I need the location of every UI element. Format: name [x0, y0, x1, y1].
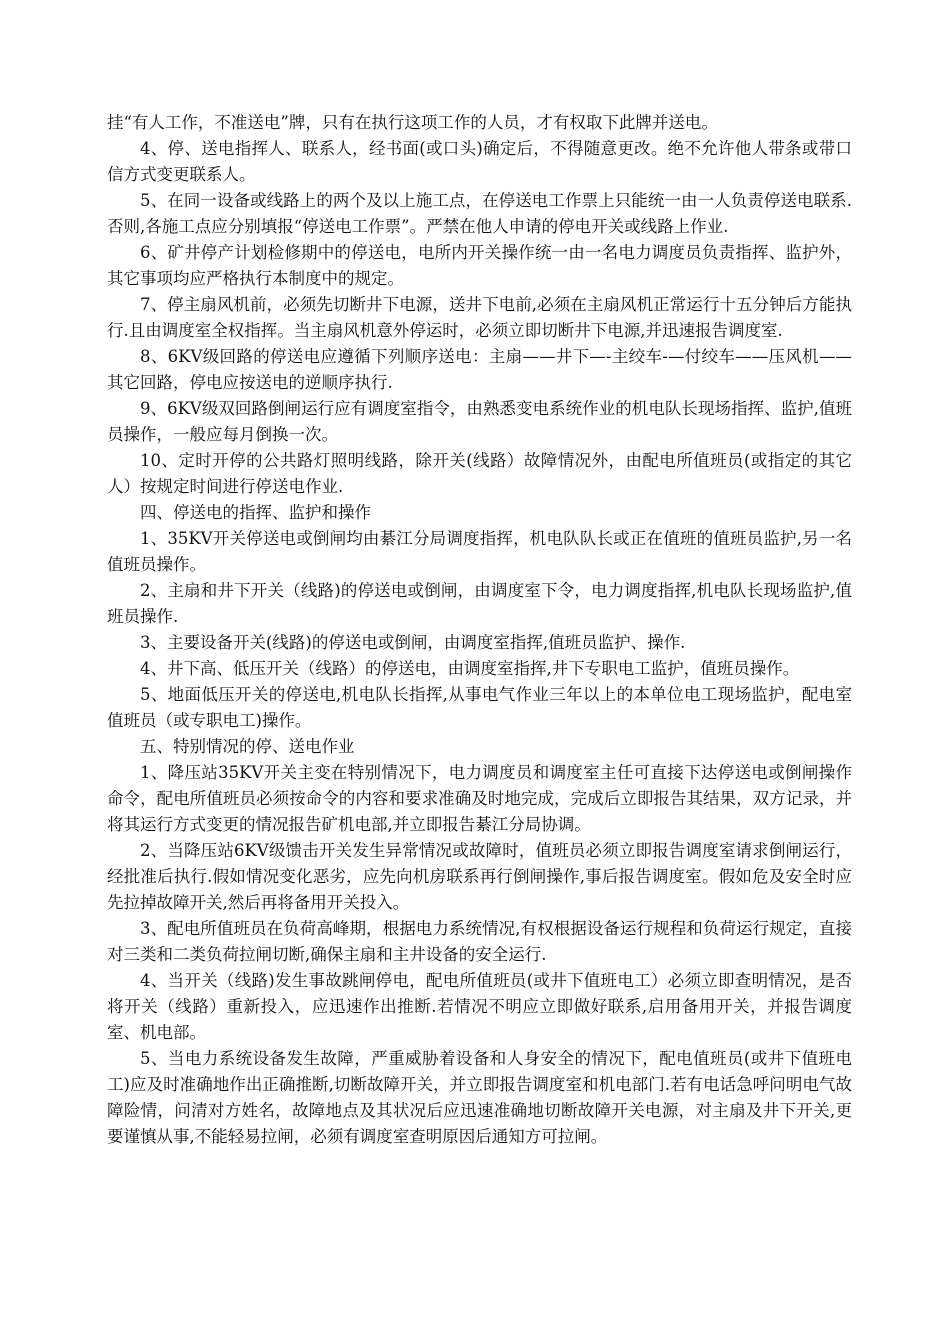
paragraph-s4-item-3: 3、主要设备开关(线路)的停送电或倒闸，由调度室指挥,值班员监护、操作.: [140, 633, 686, 652]
paragraph-s5-item-4: 4、当开关（线路)发生事故跳闸停电，配电所值班员(或井下值班电工）必须立即查明情况，是否将开关（线路）重新投入，应迅速作出推断.若情况不明应立即做好联系,启用备用开关，并报告调度室、机电部。: [107, 971, 852, 1042]
paragraph-item-6-maintenance: 6、矿井停产计划检修期中的停送电，电所内开关操作统一由一名电力调度员负责指挥、监护外，其它事项均应严格执行本制度中的规定。: [107, 243, 852, 288]
paragraph-s4-item-4: 4、井下高、低压开关（线路）的停送电，由调度室指挥,井下专职电工监护，值班员操作。: [140, 659, 800, 678]
paragraph-s5-item-3: 3、配电所值班员在负荷高峰期，根据电力系统情况,有权根据设备运行规程和负荷运行规定，直接对三类和二类负荷拉闸切断,确保主扇和主井设备的安全运行.: [107, 919, 852, 964]
paragraph-s5-item-2: 2、当降压站6KV级馈击开关发生异常情况或故障时，值班员必须立即报告调度室请求倒闸运行，经批准后执行.假如情况变化恶劣，应先向机房联系再行倒闸操作,事后报告调度室。假如危及安全时应先拉掉故障开关,然后再将备用开关投入。: [107, 841, 852, 912]
paragraph-continuation: 挂“有人工作，不准送电”牌，只有在执行这项工作的人员，才有权取下此牌并送电。: [107, 113, 718, 132]
paragraph-item-10-street-lights: 10、定时开停的公共路灯照明线路，除开关(线路）故障情况外，由配电所值班员(或指定的其它人）按规定时间进行停送电作业.: [107, 451, 852, 496]
document-page: [107, 110, 852, 1150]
paragraph-item-4-contact: 4、停、送电指挥人、联系人，经书面(或口头)确定后，不得随意更改。绝不允许他人带条或带口信方式变更联系人。: [107, 139, 852, 184]
section-heading-5: 五、特别情况的停、送电作业: [140, 737, 355, 756]
paragraph-s5-item-5: 5、当电力系统设备发生故障，严重威胁着设备和人身安全的情况下，配电值班员(或井下值班电工)应及时准确地作出正确推断,切断故障开关，并立即报告调度室和机电部门.若有电话急呼问明电气故障险情，问清对方姓名，故障地点及其状况后应迅速准确地切断故障开关电源，对主扇及井下开关,更要谨慎从事,不能轻易拉闸，必须有调度室查明原因后通知方可拉闸。: [107, 1049, 852, 1146]
paragraph-s4-item-2: 2、主扇和井下开关（线路)的停送电或倒闸，由调度室下令，电力调度指挥,机电队长现场监护,值班员操作.: [107, 581, 852, 626]
paragraph-s5-item-1: 1、降压站35KV开关主变在特别情况下，电力调度员和调度室主任可直接下达停送电或倒闸操作命令，配电所值班员必须按命令的内容和要求准确及时地完成，完成后立即报告其结果，双方记录，并将其运行方式变更的情况报告矿机电部,并立即报告綦江分局协调。: [107, 763, 852, 834]
paragraph-s4-item-1: 1、35KV开关停送电或倒闸均由綦江分局调度指挥，机电队队长或正在值班的值班员监护,另一名值班员操作。: [107, 529, 852, 574]
paragraph-s4-item-5: 5、地面低压开关的停送电,机电队长指挥,从事电气作业三年以上的本单位电工现场监护，配电室值班员（或专职电工)操作。: [107, 685, 852, 730]
paragraph-item-9-dual-circuit: 9、6KV级双回路倒闸运行应有调度室指令，由熟悉变电系统作业的机电队长现场指挥、监护,值班员操作，一般应每月倒换一次。: [107, 399, 852, 444]
paragraph-item-8-sequence: 8、6KV级回路的停送电应遵循下列顺序送电：主扇——井下—-主绞车-—付绞车——压风机——其它回路，停电应按送电的逆顺序执行.: [107, 347, 852, 392]
paragraph-item-5-worksites: 5、在同一设备或线路上的两个及以上施工点，在停送电工作票上只能统一由一人负责停送电联系.否则,各施工点应分别填报“停送电工作票”。严禁在他人申请的停电开关或线路上作业.: [107, 191, 852, 236]
paragraph-item-7-main-fan: 7、停主扇风机前，必须先切断井下电源，送井下电前,必须在主扇风机正常运行十五分钟后方能执行.且由调度室全权指挥。当主扇风机意外停运时，必须立即切断井下电源,并迅速报告调度室.: [107, 295, 852, 340]
section-heading-4: 四、停送电的指挥、监护和操作: [140, 503, 371, 522]
